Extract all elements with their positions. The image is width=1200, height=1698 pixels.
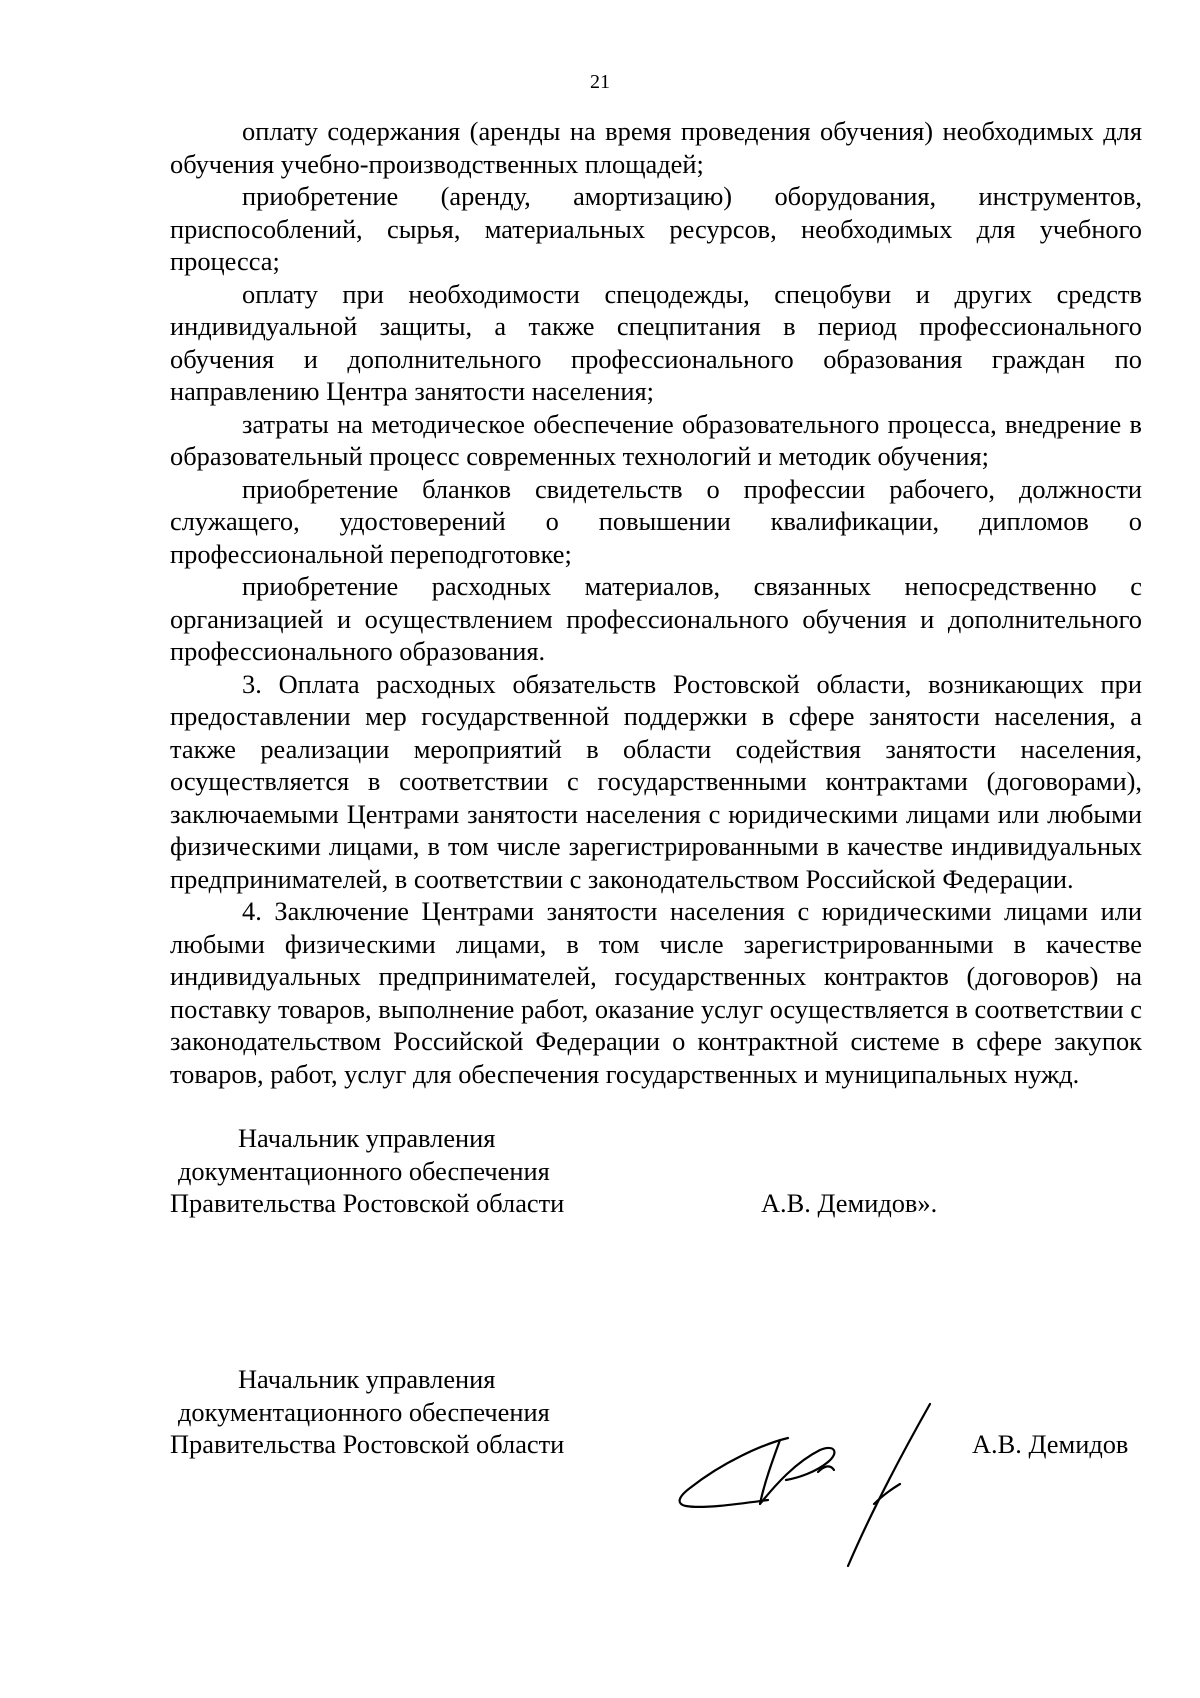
paragraph-2: приобретение (аренду, амортизацию) оборудования, инструментов, приспособлений, сырья, материальных ресурсов, необходимых для учебного процесса; bbox=[170, 181, 1142, 276]
handwritten-signature-icon bbox=[668, 1400, 958, 1580]
paragraph-4: затраты на методическое обеспечение образовательного процесса, внедрение в образовательный процесс современных технологий и методик обучения; bbox=[170, 408, 1142, 471]
quoted-signature-title-line-1: Начальник управления bbox=[238, 1123, 496, 1153]
paragraph-6: приобретение расходных материалов, связанных непосредственно с организацией и осуществлением профессионального обучения и дополнительного профессионального образования. bbox=[170, 571, 1142, 666]
document-body bbox=[170, 115, 1142, 1090]
paragraph-8: 4. Заключение Центрами занятости населения с юридическими лицами или любыми физическими лицами, в том числе зарегистрированными в качестве индивидуальных предпринимателей, государственных контрактов (договоров) на поставку товаров, выполнение работ, оказание услуг осуществляется в соответствии с законодательством Российской Федерации о контрактной системе в сфере закупок товаров, работ, услуг для обеспечения государственных и муниципальных нужд. bbox=[170, 896, 1142, 1089]
paragraph-1: оплату содержания (аренды на время проведения обучения) необходимых для обучения учебно-производственных площадей; bbox=[170, 116, 1142, 179]
final-signature-title-line-1: Начальник управления bbox=[238, 1364, 496, 1394]
quoted-signature-title-line-2: документационного обеспечения bbox=[178, 1155, 550, 1186]
final-signature-title-line-2: документационного обеспечения bbox=[178, 1396, 550, 1427]
paragraph-3: оплату при необходимости спецодежды, спецобуви и других средств индивидуальной защиты, а также спецпитания в период профессионального обучения и дополнительного профессионального образования граждан по направлению Центра занятости населения; bbox=[170, 278, 1142, 406]
page-number: 21 bbox=[590, 71, 610, 93]
paragraph-5: приобретение бланков свидетельств о профессии рабочего, должности служащего, удостоверений о повышении квалификации, дипломов о профессиональной переподготовке; bbox=[170, 473, 1142, 569]
paragraph-7: 3. Оплата расходных обязательств Ростовской области, возникающих при предоставлении мер государственной поддержки в сфере занятости населения, а также реализации мероприятий в области содействия занятости населения, осуществляется в соответствии с государственными контрактами (договорами), заключаемыми Центрами занятости населения с юридическими лицами или любыми физическими лицами, в том числе зарегистрированными в качестве индивидуальных предпринимателей, в соответствии с законодательством Российской Федерации. bbox=[170, 668, 1142, 894]
quoted-signature-title bbox=[170, 1122, 1160, 1220]
final-signature-title-line-3: Правительства Ростовской области bbox=[170, 1429, 565, 1459]
quoted-signature-name: А.В. Демидов». bbox=[761, 1188, 938, 1218]
final-signature-name: А.В. Демидов bbox=[972, 1429, 1129, 1459]
quoted-signature-title-line-3: Правительства Ростовской области bbox=[170, 1188, 565, 1218]
